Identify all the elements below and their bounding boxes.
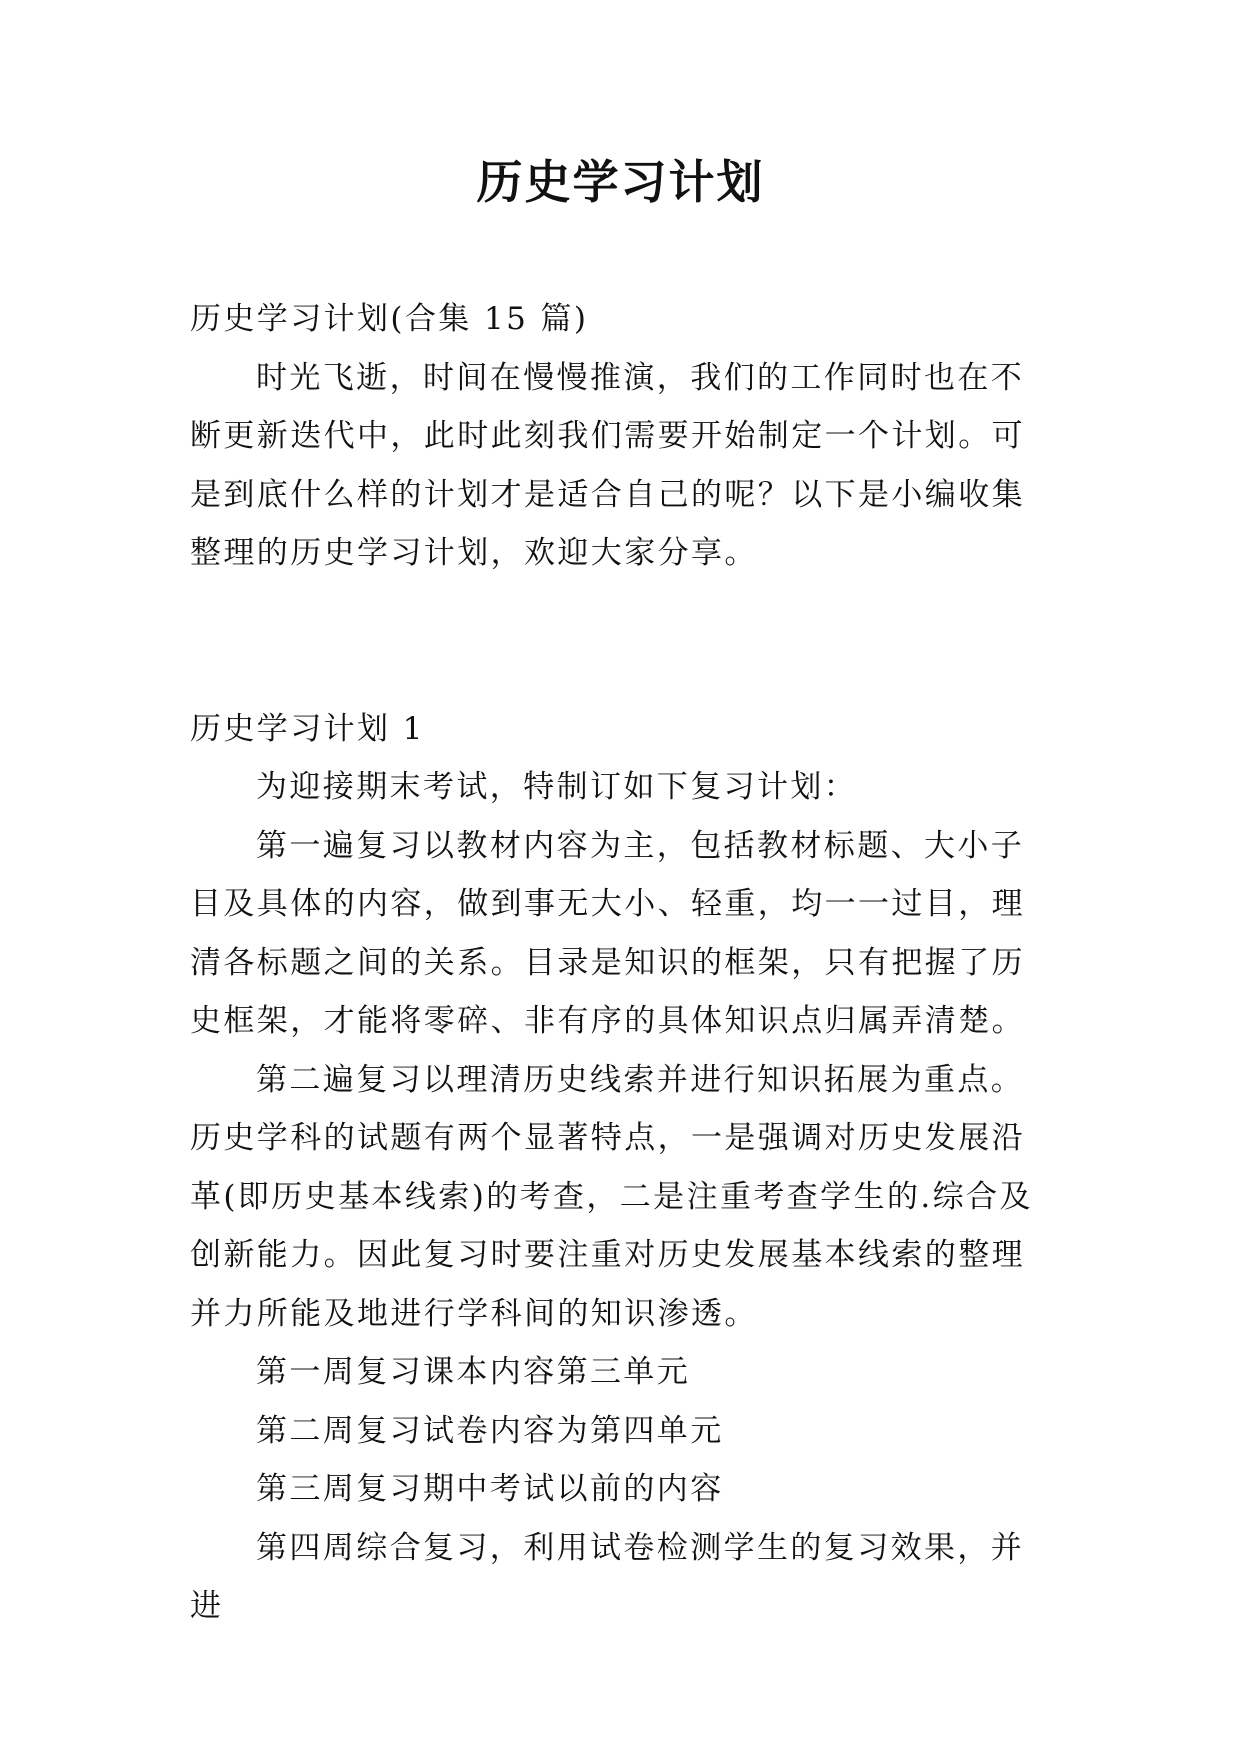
- paragraph-second-review: 第二遍复习以理清历史线索并进行知识拓展为重点。历史学科的试题有两个显著特点，一是强调对历史发展沿革(即历史基本线索)的考查，二是注重考查学生的.综合及创新能力。因此复习时要注重对历史发展基本线索的整理并力所能及地进行学科间的知识渗透。: [190, 1061, 1033, 1332]
- document-subtitle: 历史学习计划(合集 15 篇): [190, 301, 589, 337]
- section-heading: 历史学习计划 1: [190, 710, 425, 747]
- document-title: 历史学习计划: [476, 155, 765, 209]
- schedule-week-4: 第四周综合复习，利用试卷检测学生的复习效果，并进: [190, 1529, 1025, 1624]
- paragraph-intro-plan: 为迎接期末考试，特制订如下复习计划：: [256, 769, 858, 805]
- paragraph-first-review: 第一遍复习以教材内容为主，包括教材标题、大小子目及具体的内容，做到事无大小、轻重，均一一过目，理清各标题之间的关系。目录是知识的框架，只有把握了历史框架，才能将零碎、非有序的具体知识点归属弄清楚。: [190, 827, 1025, 1039]
- document-body: [190, 290, 1052, 1636]
- schedule-week-1: 第一周复习课本内容第三单元: [256, 1354, 691, 1390]
- schedule-week-3: 第三周复习期中考试以前的内容: [256, 1471, 724, 1507]
- section-spacer: [190, 583, 1052, 700]
- schedule-week-2: 第二周复习试卷内容为第四单元: [256, 1412, 724, 1449]
- intro-paragraph: 时光飞逝，时间在慢慢推演，我们的工作同时也在不断更新迭代中，此时此刻我们需要开始制定一个计划。可是到底什么样的计划才是适合自己的呢？以下是小编收集整理的历史学习计划，欢迎大家分享。: [190, 359, 1025, 571]
